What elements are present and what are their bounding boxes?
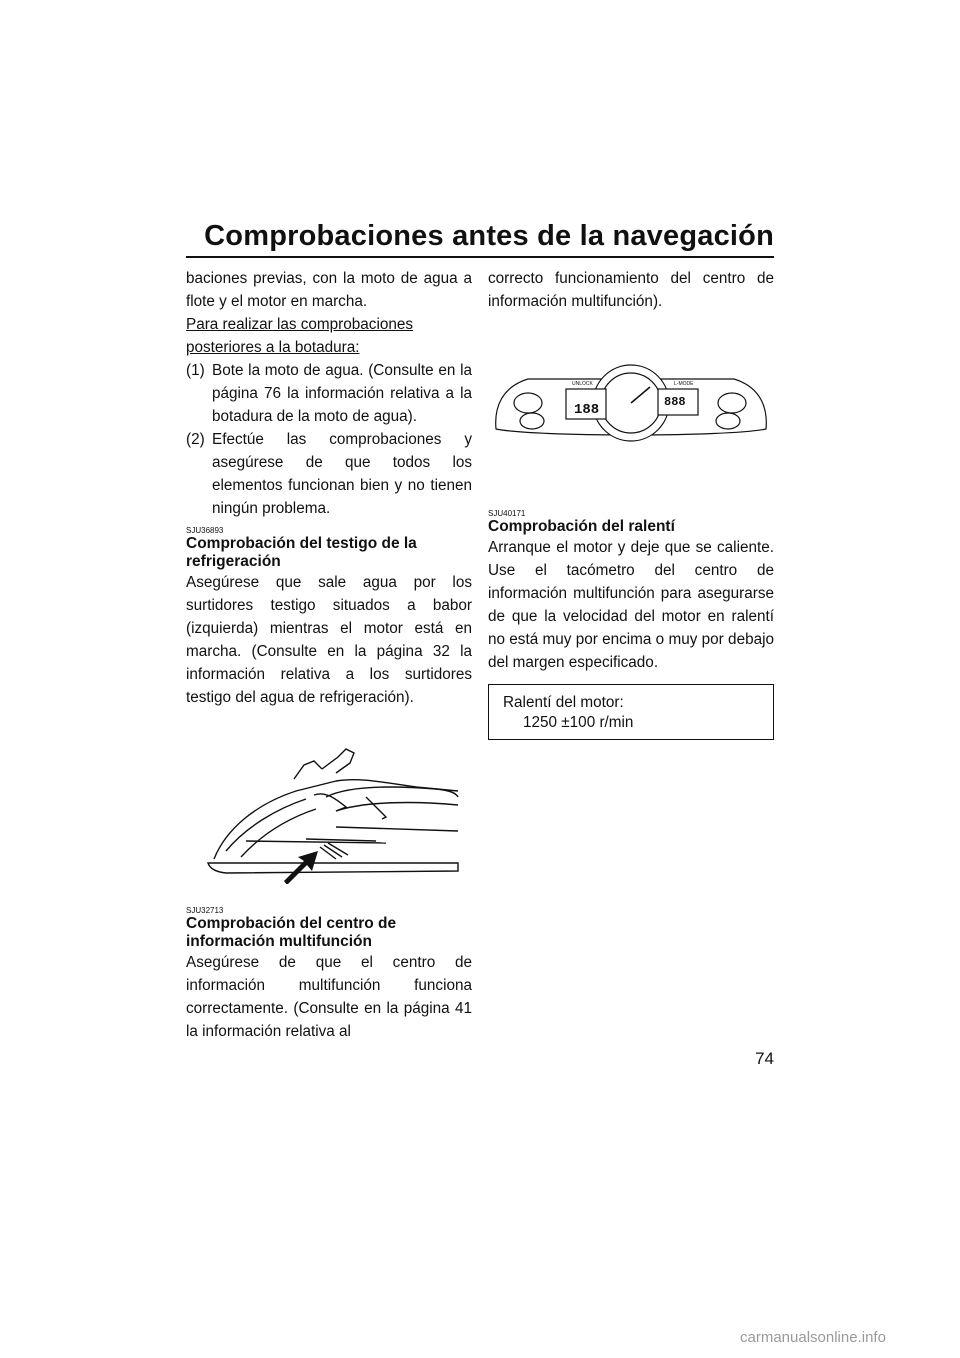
- cooling-body: Asegúrese que sale agua por los surtidores testigo situados a babor (izquierda) mientras el motor está en marcha. (Consulte en la página 32 la información relativa a los surtidores testigo del agua de refrigeración).: [186, 574, 472, 706]
- post-launch-heading: Para realizar las comprobaciones posteriores a la botadura:: [186, 316, 414, 356]
- step-item: [186, 359, 472, 428]
- watermark: carmanualsonline.info: [740, 1329, 886, 1346]
- step-text: Efectúe las comprobaciones y asegúrese de que todos los elementos funcionan bien y no tienen ningún problema.: [212, 431, 472, 517]
- spec-box: [488, 684, 774, 740]
- multifunction-body: Asegúrese de que el centro de información multifunción funciona correctamente. (Consulte en la página 41 la información relativa al: [186, 954, 472, 1040]
- meter-digits-left: 188: [574, 402, 600, 418]
- title-rule: [186, 256, 774, 258]
- meter-label-left: UNLOCK: [572, 381, 593, 387]
- watercraft-illustration: [186, 739, 472, 884]
- right-column: [488, 267, 774, 740]
- multifunction-meter-illustration: [488, 357, 774, 447]
- section-code: SJU40171: [488, 509, 526, 518]
- step-number: (1): [186, 362, 205, 379]
- meter-label-right: L-MODE: [674, 381, 694, 387]
- page-number: 74: [755, 1049, 774, 1068]
- section-title-multifunction: Comprobación del centro de información multifunción: [186, 915, 397, 950]
- step-item: [186, 428, 472, 520]
- section-title-cooling: Comprobación del testigo de la refrigeración: [186, 535, 417, 570]
- intro-paragraph: baciones previas, con la moto de agua a flote y el motor en marcha.: [186, 270, 472, 310]
- page-title: Comprobaciones antes de la navegación: [204, 220, 774, 252]
- section-code: SJU36893: [186, 526, 224, 535]
- continued-paragraph: correcto funcionamiento del centro de información multifunción).: [488, 270, 774, 310]
- section-title-idle: Comprobación del ralentí: [488, 518, 675, 535]
- arrow-icon: [284, 851, 318, 884]
- step-number: (2): [186, 431, 205, 448]
- step-text: Bote la moto de agua. (Consulte en la página 76 la información relativa a la botadura de la moto de agua).: [212, 362, 472, 425]
- meter-digits-right: 888: [664, 395, 686, 409]
- idle-body: Arranque el motor y deje que se caliente. Use el tacómetro del centro de información multifunción para asegurarse de que la velocidad del motor en ralentí no está muy por encima o muy por debajo del margen especificado.: [488, 539, 774, 671]
- left-column: [186, 267, 472, 1043]
- section-code: SJU32713: [186, 906, 224, 915]
- spec-label: Ralentí del motor:: [503, 694, 624, 711]
- spec-value: 1250 ±100 r/min: [523, 714, 634, 731]
